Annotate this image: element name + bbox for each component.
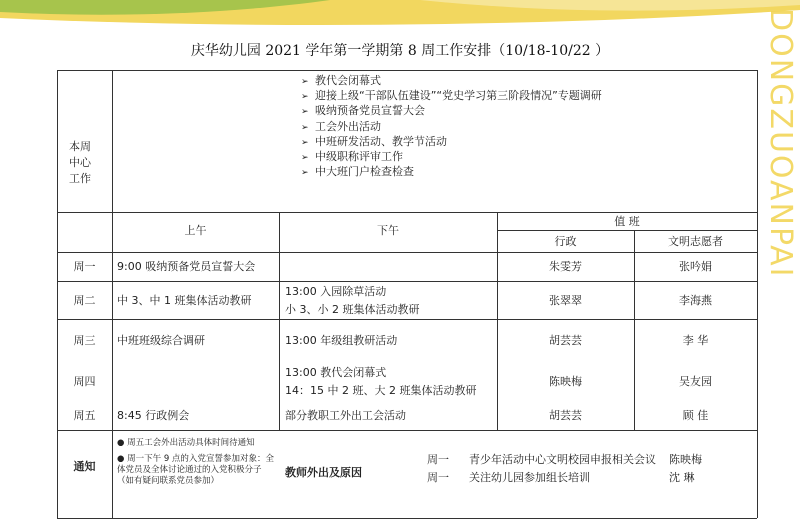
arrow-icon: ➢	[301, 107, 309, 118]
trip-day: 周一	[427, 471, 449, 484]
day-label: 周三	[73, 334, 96, 347]
pm-cell: 14：15 中 2 班、大 2 班集体活动教研	[285, 384, 477, 397]
schedule-table	[57, 70, 757, 518]
admin-cell: 朱雯芳	[549, 260, 582, 273]
focus-item: ➢ 迎接上级“干部队伍建设”“党史学习第三阶段情况”专题调研	[301, 89, 602, 104]
header-duty: 值 班	[614, 215, 640, 228]
side-decoration	[756, 0, 800, 528]
am-cell: 8:45 行政例会	[117, 409, 190, 422]
focus-item: ➢ 中级职称评审工作	[301, 150, 602, 165]
focus-item: ➢ 中大班门户检查检查	[301, 165, 602, 180]
trip-day: 周一	[427, 453, 449, 466]
day-label: 周五	[73, 409, 96, 422]
am-cell: 中 3、中 1 班集体活动教研	[117, 294, 252, 307]
am-cell: 9:00 吸纳预备党员宣誓大会	[117, 260, 256, 273]
admin-cell: 胡芸芸	[549, 334, 582, 347]
header-admin: 行政	[554, 235, 577, 248]
bullet-icon: ●	[117, 438, 128, 448]
header-am: 上午	[184, 224, 207, 237]
arrow-icon: ➢	[301, 122, 309, 133]
arrow-icon: ➢	[301, 137, 309, 148]
focus-item: ➢ 工会外出活动	[301, 120, 602, 135]
pm-cell: 13:00 入园除草活动	[285, 285, 387, 298]
page-title: 庆华幼儿园 2021 学年第一学期第 8 周工作安排（10/18-10/22 ）	[190, 43, 610, 59]
admin-cell: 陈映梅	[549, 375, 582, 388]
pm-cell: 13:00 教代会闭幕式	[285, 366, 387, 379]
am-cell: 中班班级综合调研	[117, 334, 205, 347]
arrow-icon: ➢	[301, 153, 309, 164]
trip-who: 沈 琳	[669, 471, 695, 484]
pm-cell: 部分教职工外出工会活动	[285, 409, 406, 422]
focus-item: ➢ 教代会闭幕式	[301, 74, 602, 89]
header-volunteer: 文明志愿者	[668, 235, 723, 248]
volunteer-cell: 李海燕	[679, 294, 712, 307]
pm-cell: 小 3、小 2 班集体活动教研	[285, 303, 420, 316]
volunteer-cell: 吴友园	[679, 375, 712, 388]
arrow-icon: ➢	[301, 168, 309, 179]
side-decoration-text: DONGZUOANPAI	[763, 8, 798, 279]
focus-item: ➢ 吸纳预备党员宣誓大会	[301, 104, 602, 119]
trip-who: 陈映梅	[669, 453, 702, 466]
arrow-icon: ➢	[301, 77, 309, 87]
volunteer-cell: 李 华	[682, 334, 709, 347]
focus-item: ➢ 中班研发活动、教学节活动	[301, 135, 602, 150]
teacher-out-label: 教师外出及原因	[285, 466, 362, 479]
focus-label-2: 中心	[69, 156, 91, 169]
admin-cell: 张翠翠	[549, 294, 582, 307]
focus-label-1: 本周	[69, 140, 91, 153]
day-label: 周一	[73, 260, 96, 273]
focus-label-3: 工作	[69, 172, 91, 185]
pm-cell: 13:00 年级组教研活动	[285, 334, 398, 347]
notice-item: ● 周五工会外出活动具体时间待通知	[117, 438, 255, 448]
arrow-icon: ➢	[301, 92, 309, 103]
bullet-icon: ●	[117, 454, 128, 464]
notice-item: ● 周一下午 9 点的入党宣誓参加对象：全体党员及全体讨论通过的入党积极分子（如有疑问联系党员参加）	[117, 454, 274, 486]
trip-desc: 关注幼儿园参加组长培训	[469, 471, 590, 484]
volunteer-cell: 顾 佳	[682, 409, 709, 422]
header-pm: 下午	[377, 224, 399, 237]
trip-desc: 青少年活动中心文明校园申报相关会议	[469, 453, 656, 466]
admin-cell: 胡芸芸	[549, 409, 582, 422]
day-label: 周四	[73, 375, 96, 388]
volunteer-cell: 张吟娟	[679, 260, 712, 273]
focus-list	[301, 74, 602, 180]
day-label: 周二	[73, 294, 96, 307]
notice-label: 通知	[73, 460, 96, 473]
